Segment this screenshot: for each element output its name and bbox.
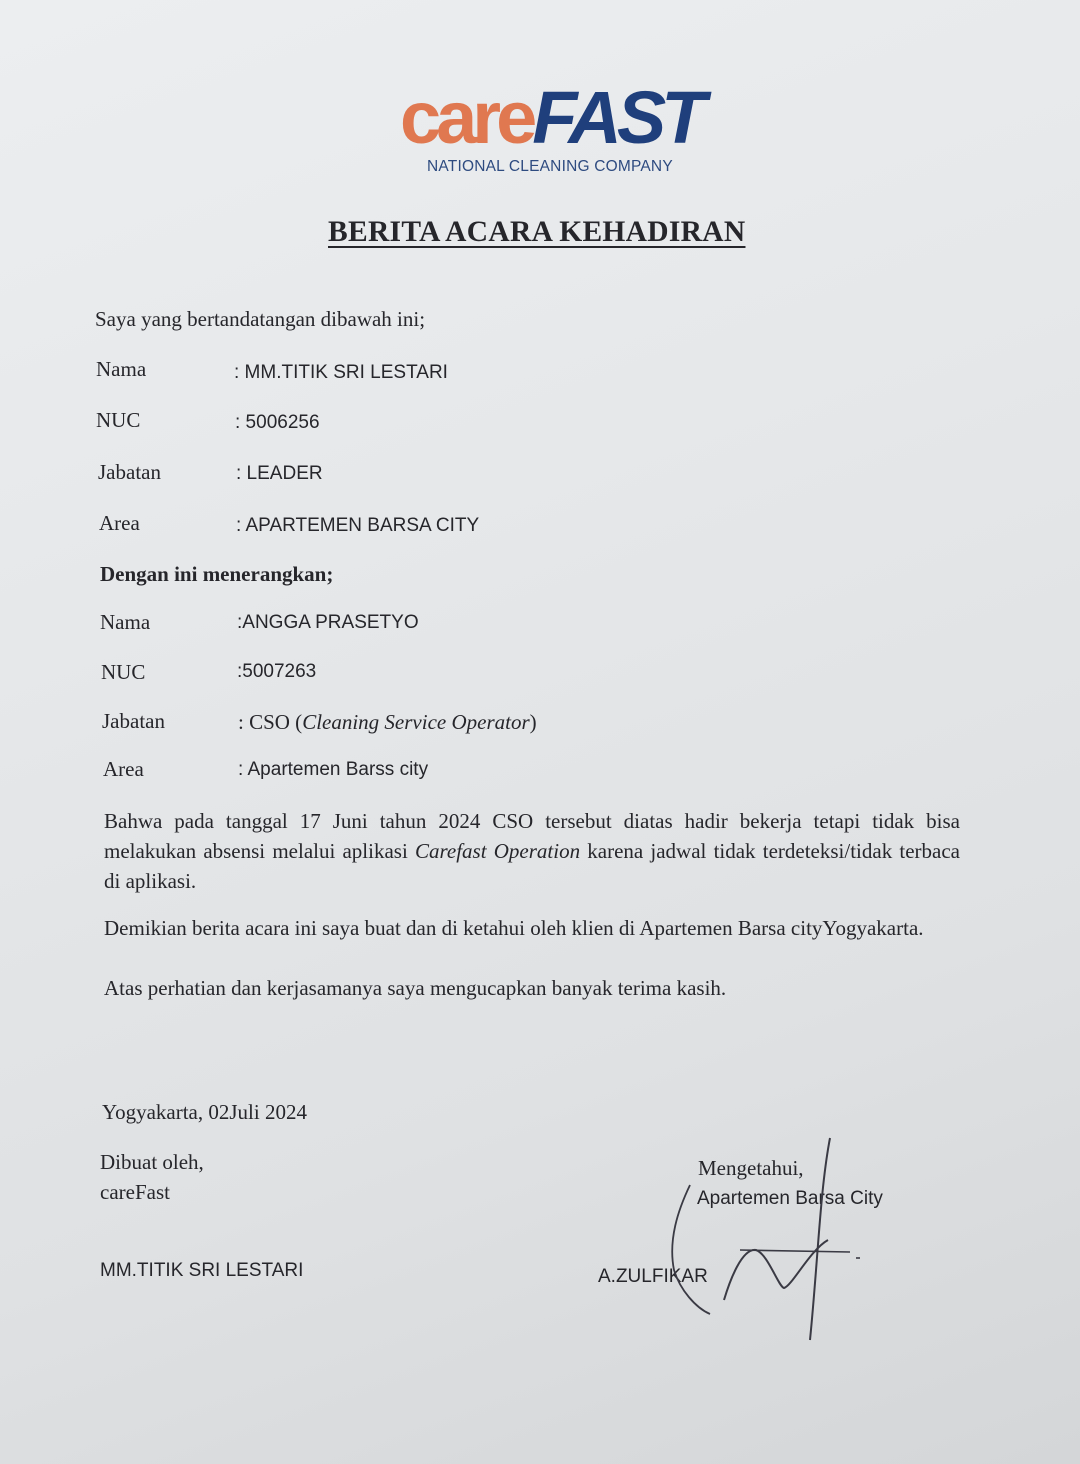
made-by-name: MM.TITIK SRI LESTARI (100, 1260, 304, 1281)
signer-nama-label: Nama (96, 357, 147, 381)
place-date: Yogyakarta, 02Juli 2024 (102, 1100, 307, 1124)
employee-area-label: Area (103, 757, 144, 781)
document-title: BERITA ACARA KEHADIRAN (328, 216, 746, 248)
jabatan-prefix: : CSO ( (238, 710, 303, 734)
signer-jabatan-label: Jabatan (98, 460, 161, 484)
employee-nuc-value: :5007263 (237, 661, 317, 682)
logo-fast-text: FAST (532, 76, 702, 159)
signer-area-value: : APARTEMEN BARSA CITY (236, 515, 480, 536)
ack-label: Mengetahui, (698, 1156, 804, 1180)
signer-nuc-value: : 5006256 (235, 412, 320, 433)
p1-part-a: Bahwa pada tanggal 17 Juni tahun 2024 CSO tersebut diatas hadir bekerja tetapi tidak bisa melakukan absensi melalui aplikasi (104, 809, 960, 863)
signer-jabatan-value: : LEADER (236, 463, 323, 484)
logo-care-text: care (400, 76, 533, 159)
employee-nama-value: :ANGGA PRASETYO (237, 612, 419, 633)
employee-nuc-label: NUC (101, 660, 146, 684)
carefast-logo (400, 78, 700, 188)
jabatan-suffix: ) (529, 710, 537, 734)
logo-tagline: NATIONAL CLEANING COMPANY (427, 158, 673, 175)
employee-area-value: : Apartemen Barss city (238, 759, 429, 780)
employee-jabatan-value (238, 710, 537, 735)
signer-nama-value: : MM.TITIK SRI LESTARI (234, 362, 448, 383)
employee-jabatan-label: Jabatan (102, 709, 165, 733)
made-by-label: Dibuat oleh, (100, 1150, 204, 1174)
statement-heading: Dengan ini menerangkan; (100, 562, 334, 586)
ack-name: A.ZULFIKAR (598, 1266, 708, 1287)
signer-nuc-label: NUC (96, 408, 141, 432)
intro-text: Saya yang bertandatangan dibawah ini; (95, 307, 426, 331)
signer-area-label: Area (99, 511, 140, 535)
body-paragraph-3: Atas perhatian dan kerjasamanya saya mengucapkan banyak terima kasih. (104, 976, 727, 1000)
p1-app-name: Carefast Operation (415, 839, 581, 863)
body-paragraph-2: Demikian berita acara ini saya buat dan di ketahui oleh klien di Apartemen Barsa cityYogyakarta. (104, 916, 924, 940)
ack-org: Apartemen Barsa City (697, 1188, 883, 1209)
logo-wordmark (400, 78, 701, 158)
made-by-org: careFast (100, 1180, 170, 1204)
handwritten-signature (660, 1130, 880, 1350)
p1-part-b: karena jadwal tidak terdeteksi/tidak terbaca di aplikasi. (104, 839, 960, 893)
employee-nama-label: Nama (100, 610, 151, 634)
body-paragraph-1 (104, 806, 960, 896)
jabatan-italic: Cleaning Service Operator (302, 710, 530, 734)
